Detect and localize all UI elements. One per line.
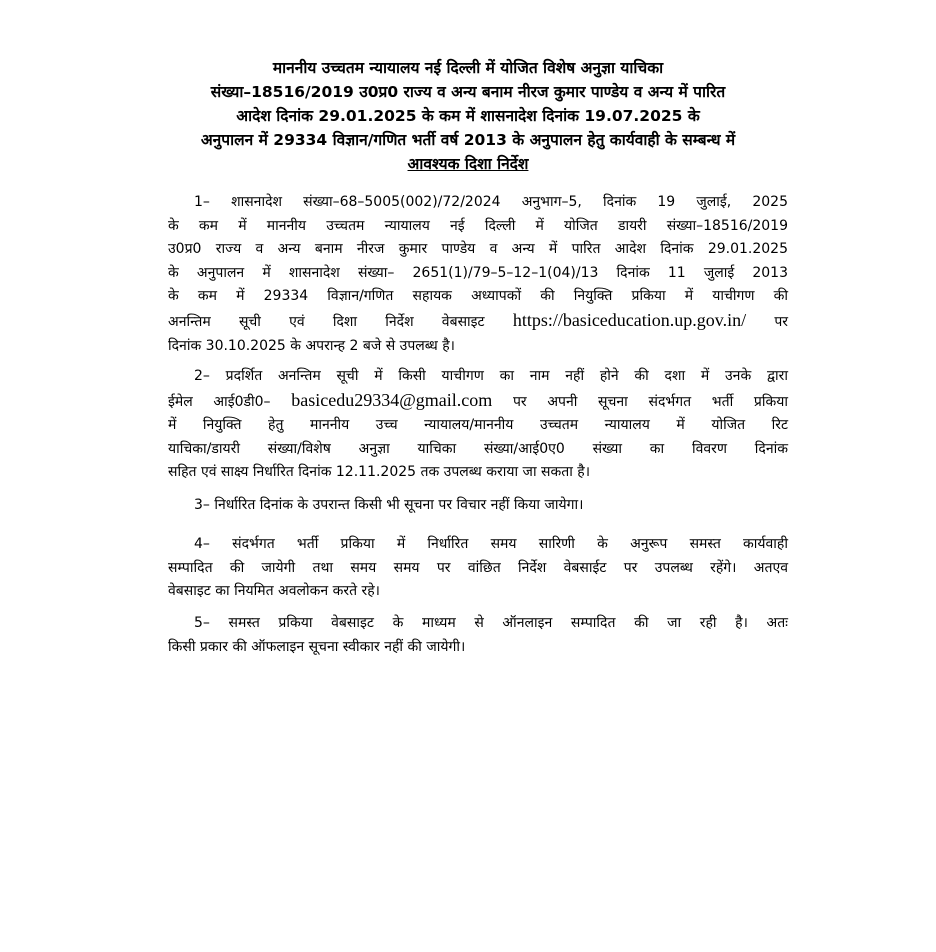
para4-line-3: वेबसाइट का नियमित अवलोकन करते रहे। [168,583,380,600]
para2-line-2 [168,389,788,415]
heading-line-3: आदेश दिनांक 29.01.2025 के कम में शासनादेश दिनांक 19.07.2025 के [236,107,700,125]
para2-line-2-post: पर अपनी सूचना संदर्भगत भर्ती प्रकिया [512,393,788,410]
para1-line-5: के कम में 29334 विज्ञान/गणित सहायक अध्यापकों की नियुक्ति प्रकिया में याचीगण की [168,288,788,305]
paragraph-3 [168,494,788,518]
paragraph-2 [168,365,788,485]
para4-line-2: सम्पादित की जायेगी तथा समय समय पर वांछित निर्देश वेबसाईट पर उपलब्ध रहेंगे। अतएव [168,559,788,576]
para2-line-1: 2– प्रदर्शित अनन्तिम सूची में किसी याचीगण का नाम नहीं होने की दशा में उनके द्वारा [194,368,788,384]
para1-line-6-pre: अनन्तिम सूची एवं दिशा निर्देश वेबसाइट [168,313,485,330]
website-url: https://basiceducation.up.gov.in/ [512,309,747,330]
email-address: basicedu29334@gmail.com [291,389,493,410]
para1-line-6-post: पर [774,313,788,330]
paragraph-4 [168,533,788,604]
para1-line-1: 1– शासनादेश संख्या–68–5005(002)/72/2024 अनुभाग–5, दिनांक 19 जुलाई, 2025 [194,194,788,210]
para5-line-2: किसी प्रकार की ऑफलाइन सूचना स्वीकार नहीं की जायेगी। [168,638,466,655]
para1-line-6 [168,309,788,335]
para4-line-1: 4– संदर्भगत भर्ती प्रकिया में निर्धारित समय सारिणी के अनुरूप समस्त कार्यवाही [194,536,788,552]
para1-line-2: के कम में माननीय उच्चतम न्यायालय नई दिल्ली में योजित डायरी संख्या–18516/2019 [168,217,788,234]
para1-line-4: के अनुपालन में शासनादेश संख्या– 2651(1)/79–5–12–1(04)/13 दिनांक 11 जुलाई 2013 [168,264,788,281]
para5-line-1: 5– समस्त प्रकिया वेबसाइट के माध्यम से ऑनलाइन सम्पादित की जा रही है। अतः [194,615,788,631]
para2-line-2-pre: ईमेल आई0डी0– [168,393,271,410]
notice-heading [150,56,786,176]
paragraph-5 [168,612,788,659]
heading-line-5: आवश्यक दिशा निर्देश [407,155,529,173]
para3-line-1: 3– निर्धारित दिनांक के उपरान्त किसी भी सूचना पर विचार नहीं किया जायेगा। [194,497,584,513]
heading-line-2: संख्या–18516/2019 उ0प्र0 राज्य व अन्य बनाम नीरज कुमार पाण्डेय व अन्य में पारित [210,83,726,101]
para1-line-7: दिनांक 30.10.2025 के अपरान्ह 2 बजे से उपलब्ध है। [168,337,455,354]
heading-line-4: अनुपालन में 29334 विज्ञान/गणित भर्ती वर्ष 2013 के अनुपालन हेतु कार्यवाही के सम्बन्ध में [200,131,736,149]
para1-line-3: उ0प्र0 राज्य व अन्य बनाम नीरज कुमार पाण्डेय व अन्य में पारित आदेश दिनांक 29.01.2025 [168,241,788,258]
para2-line-3: में नियुक्ति हेतु माननीय उच्च न्यायालय/माननीय उच्चतम न्यायालय में योजित रिट [168,417,788,434]
paragraph-1 [168,191,788,358]
para2-line-5: सहित एवं साक्ष्य निर्धारित दिनांक 12.11.2025 तक उपलब्ध कराया जा सकता है। [168,464,591,481]
para2-line-4: याचिका/डायरी संख्या/विशेष अनुज्ञा याचिका संख्या/आई0ए0 संख्या का विवरण दिनांक [168,440,788,457]
heading-line-1: माननीय उच्चतम न्यायालय नई दिल्ली में योजित विशेष अनुज्ञा याचिका [272,59,664,77]
